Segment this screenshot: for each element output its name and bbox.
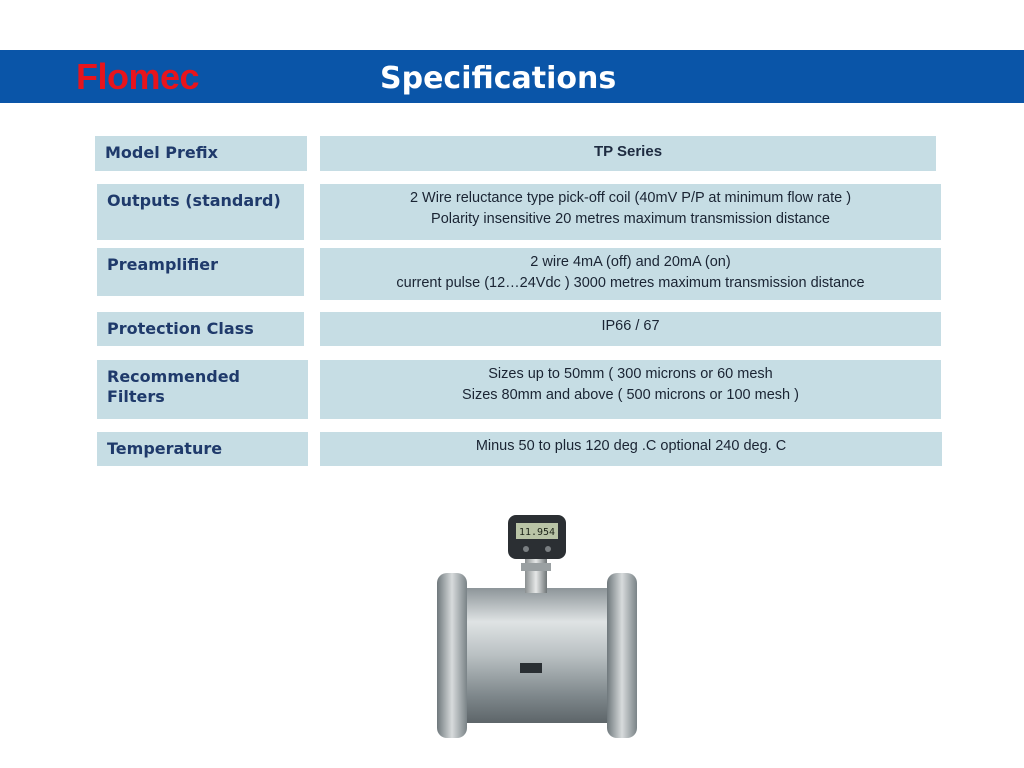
spec-value-line: IP66 / 67: [601, 318, 660, 334]
spec-label-model-prefix: [95, 136, 307, 171]
spec-label-text: Model Prefix: [105, 143, 218, 162]
meter-display-reading: 11.954: [518, 527, 556, 538]
spec-value-line: Minus 50 to plus 120 deg .C optional 240 deg. C: [475, 438, 787, 454]
meter-body: [450, 588, 625, 723]
brand-logo: Flomec: [76, 56, 200, 97]
spec-label-outputs: [97, 184, 304, 240]
spec-value-line: 2 wire 4mA (off) and 20mA (on): [530, 254, 731, 270]
page-title: Specifications: [380, 61, 617, 96]
spec-value-line: Sizes up to 50mm ( 300 microns or 60 mesh: [488, 366, 773, 382]
spec-value-line: 2 Wire reluctance type pick-off coil (40mV P/P at minimum flow rate ): [409, 190, 852, 206]
spec-value-model-prefix: [320, 136, 936, 171]
spec-label-protection-class: [97, 312, 304, 346]
spec-value-protection-class: [320, 312, 941, 346]
spec-label-text: Outputs (standard): [107, 191, 281, 210]
meter-right-flange: [607, 573, 637, 738]
spec-value-line: TP Series: [593, 143, 663, 160]
spec-label-recommended-filters: [97, 360, 308, 419]
spec-value-temperature: [320, 432, 942, 466]
spec-label-text: Recommended Filters: [107, 367, 240, 406]
turbine-flow-meter-image: [345, 493, 695, 768]
spec-label-text: Temperature: [107, 439, 223, 458]
meter-left-flange: [437, 573, 467, 738]
spec-label-preamplifier: [97, 248, 304, 296]
spec-value-recommended-filters: [320, 360, 941, 419]
spec-value-outputs: [320, 184, 941, 240]
spec-label-text: Protection Class: [107, 319, 254, 338]
spec-label-text: Preamplifier: [107, 255, 218, 274]
spec-value-line: Polarity insensitive 20 metres maximum transmission distance: [431, 211, 830, 227]
spec-value-line: Sizes 80mm and above ( 500 microns or 100 mesh ): [462, 387, 799, 403]
spec-label-temperature: [97, 432, 308, 466]
spec-value-line: current pulse (12…24Vdc ) 3000 metres maximum transmission distance: [396, 275, 865, 291]
spec-value-preamplifier: [320, 248, 941, 300]
